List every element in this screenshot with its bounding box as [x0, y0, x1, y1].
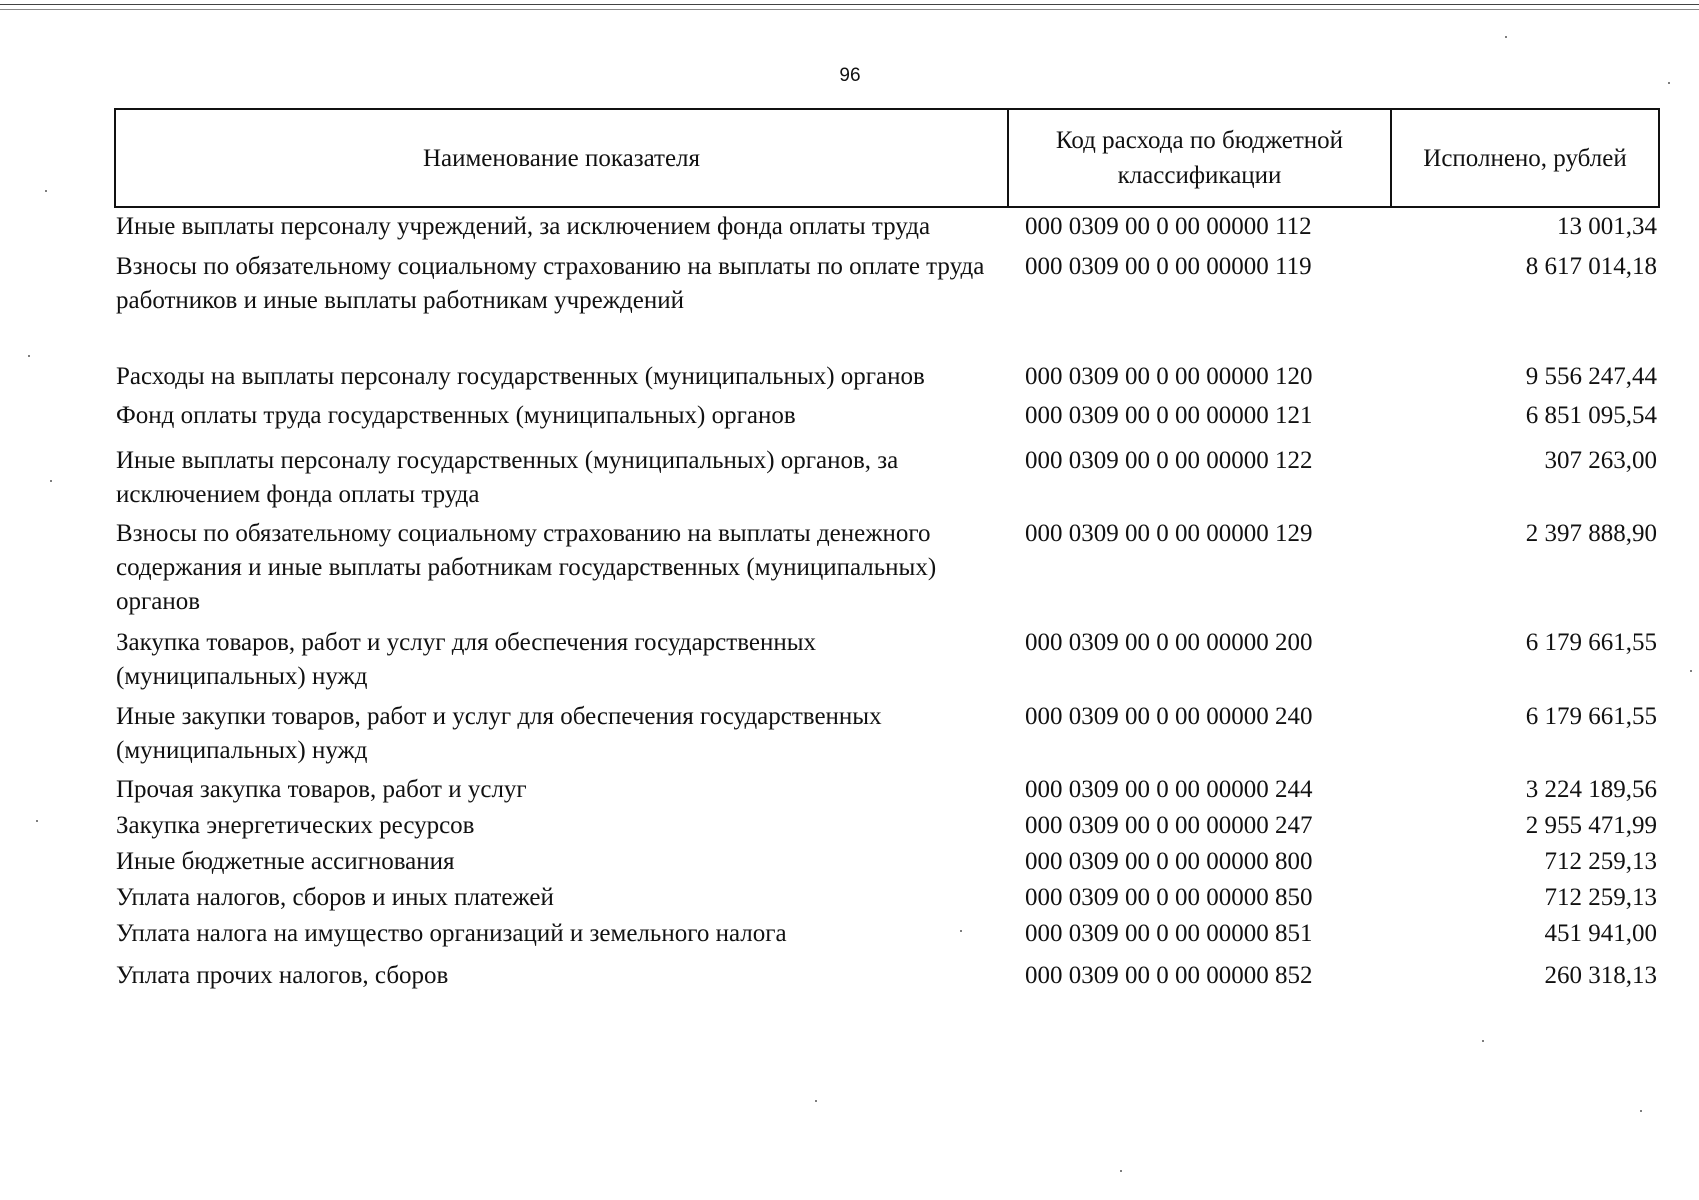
table-row [116, 250, 1658, 318]
row-name: Иные закупки товаров, работ и услуг для обеспечения государственных (муниципальных) нужд [116, 703, 882, 764]
table-row [116, 700, 1658, 768]
table-row [116, 881, 1658, 915]
row-name: Расходы на выплаты персоналу государственных (муниципальных) органов [116, 363, 925, 390]
row-name: Иные выплаты персоналу государственных (муниципальных) органов, за исключением фонда оплаты труда [116, 447, 899, 508]
row-name: Уплата прочих налогов, сборов [116, 962, 449, 989]
scan-speck [45, 190, 47, 192]
scan-speck [1668, 82, 1670, 84]
scan-speck [1640, 1110, 1642, 1112]
table-row [116, 809, 1658, 843]
row-amount: 2 397 888,90 [1525, 520, 1657, 547]
row-code: 000 0309 00 0 00 00000 121 [1025, 402, 1313, 429]
table-header [114, 108, 1660, 208]
header-code: Код расхода по бюджетной классификации [1009, 110, 1392, 206]
scan-speck [1120, 1170, 1122, 1172]
row-name: Прочая закупка товаров, работ и услуг [116, 776, 527, 803]
table-row [116, 959, 1658, 993]
row-code: 000 0309 00 0 00 00000 850 [1025, 884, 1313, 911]
row-name: Уплата налогов, сборов и иных платежей [116, 884, 554, 911]
row-amount: 260 318,13 [1544, 962, 1657, 989]
top-rule [0, 4, 1699, 5]
row-code: 000 0309 00 0 00 00000 200 [1025, 629, 1313, 656]
row-code: 000 0309 00 0 00 00000 247 [1025, 812, 1313, 839]
row-code: 000 0309 00 0 00 00000 119 [1025, 253, 1312, 280]
table-row [116, 773, 1658, 807]
row-code: 000 0309 00 0 00 00000 800 [1025, 848, 1313, 875]
header-name: Наименование показателя [116, 110, 1009, 206]
row-code: 000 0309 00 0 00 00000 852 [1025, 962, 1313, 989]
scan-speck [815, 1100, 817, 1102]
row-amount: 712 259,13 [1544, 884, 1657, 911]
row-code: 000 0309 00 0 00 00000 120 [1025, 363, 1313, 390]
table-row [116, 444, 1658, 512]
row-code: 000 0309 00 0 00 00000 244 [1025, 776, 1313, 803]
row-name: Взносы по обязательному социальному страхованию на выплаты по оплате труда работников и иные выплаты работникам учреждений [116, 253, 985, 314]
table-row [116, 360, 1658, 394]
row-name: Закупка энергетических ресурсов [116, 812, 475, 839]
row-name: Уплата налога на имущество организаций и земельного налога [116, 920, 787, 947]
table-row [116, 399, 1658, 433]
row-code: 000 0309 00 0 00 00000 129 [1025, 520, 1313, 547]
row-code: 000 0309 00 0 00 00000 851 [1025, 920, 1313, 947]
row-name: Взносы по обязательному социальному страхованию на выплаты денежного содержания и иные выплаты работникам государственных (муниципальных) органов [116, 520, 937, 615]
scan-speck [1690, 670, 1692, 672]
row-name: Иные выплаты персоналу учреждений, за исключением фонда оплаты труда [116, 213, 931, 240]
header-amount: Исполнено, рублей [1423, 144, 1627, 172]
row-amount: 307 263,00 [1544, 447, 1657, 474]
row-amount: 712 259,13 [1544, 848, 1657, 875]
row-amount: 8 617 014,18 [1525, 253, 1657, 280]
row-amount: 3 224 189,56 [1525, 776, 1657, 803]
scan-speck [28, 355, 30, 357]
row-name: Фонд оплаты труда государственных (муниципальных) органов [116, 402, 796, 429]
row-amount: 2 955 471,99 [1525, 812, 1657, 839]
table-row [116, 845, 1658, 879]
scan-speck [1505, 36, 1507, 38]
row-code: 000 0309 00 0 00 00000 112 [1025, 213, 1312, 240]
scan-speck [50, 480, 52, 482]
row-amount: 6 851 095,54 [1525, 402, 1657, 429]
table-row [116, 626, 1658, 694]
row-amount: 451 941,00 [1544, 920, 1657, 947]
table-row [116, 517, 1658, 619]
row-code: 000 0309 00 0 00 00000 240 [1025, 703, 1313, 730]
row-amount: 6 179 661,55 [1525, 629, 1657, 656]
table-row [116, 210, 1658, 244]
scan-speck [960, 930, 962, 932]
scan-speck [36, 820, 38, 822]
row-amount: 6 179 661,55 [1525, 703, 1657, 730]
table-row [116, 917, 1658, 951]
page-number: 96 [839, 65, 861, 86]
top-rule-secondary [0, 9, 1699, 10]
row-code: 000 0309 00 0 00 00000 122 [1025, 447, 1313, 474]
row-amount: 13 001,34 [1557, 213, 1657, 240]
scan-speck [1482, 1040, 1484, 1042]
table-body [116, 210, 1658, 993]
row-name: Закупка товаров, работ и услуг для обеспечения государственных (муниципальных) нужд [116, 629, 817, 690]
row-name: Иные бюджетные ассигнования [116, 848, 455, 875]
row-amount: 9 556 247,44 [1525, 363, 1657, 390]
